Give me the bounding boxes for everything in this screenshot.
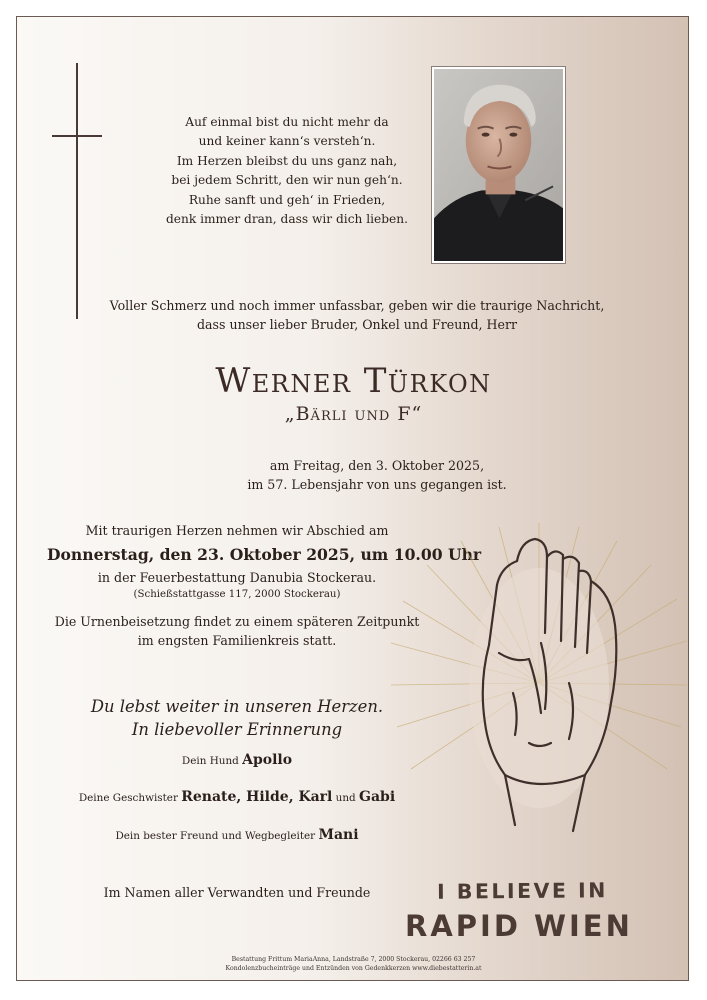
death-date: am Freitag, den 3. Oktober 2025,	[269, 458, 485, 473]
farewell-info	[47, 522, 482, 650]
motto-line: Du lebst weiter in unseren Herzen.	[90, 697, 384, 716]
footer-line: Kondolenzbucheinträge und Entzünden von Gedenkkerzen www.diebestatterin.at	[225, 965, 482, 972]
death-age: im 57. Lebensjahr von uns gegangen ist.	[247, 476, 507, 492]
mourner-name: Mani	[318, 827, 359, 843]
slogan-line1: I BELIEVE IN	[436, 878, 608, 904]
urn-info-line2: im engsten Familienkreis statt.	[137, 632, 337, 648]
poem	[137, 113, 437, 229]
cross-icon	[76, 63, 78, 319]
mourner-label: Dein Hund	[181, 755, 243, 767]
slogan-line2: RAPID WIEN	[405, 909, 633, 943]
farewell-date: Donnerstag, den 23. Oktober 2025, um 10.00 Uhr	[47, 544, 482, 564]
poem-line: Auf einmal bist du nicht mehr da	[185, 115, 389, 129]
mourner-siblings	[47, 789, 427, 805]
poem-line: Ruhe sanft und geh‘ in Frieden,	[188, 192, 386, 207]
poem-line: und keiner kann‘s versteh‘n.	[198, 134, 376, 149]
motto	[47, 695, 427, 741]
poem-line: Im Herzen bleibst du uns ganz nah,	[176, 153, 398, 168]
farewell-intro: Mit traurigen Herzen nehmen wir Abschied am	[85, 523, 389, 538]
deceased-name: Werner Türkon	[215, 361, 492, 401]
poem-line: denk immer dran, dass wir dich lieben.	[165, 212, 408, 227]
poem-line: bei jedem Schritt, den wir nun geh‘n.	[171, 173, 403, 188]
motto-line: In liebevoller Erinnerung	[131, 720, 343, 739]
announcement-line: dass unser lieber Bruder, Onkel und Freund, Herr	[196, 316, 518, 332]
praying-hands-icon	[389, 513, 689, 853]
announcement	[97, 297, 617, 334]
portrait-image	[434, 69, 563, 261]
portrait-photo	[431, 66, 566, 264]
mourner-name: Apollo	[242, 752, 293, 768]
farewell-location: in der Feuerbestattung Danubia Stockerau.	[97, 569, 377, 585]
death-info	[247, 457, 507, 494]
mourner-name: Gabi	[359, 789, 396, 805]
mourner-label: Dein bester Freund und Wegbegleiter	[115, 830, 319, 842]
cross-icon-bar	[52, 135, 102, 137]
mourner-dog	[47, 752, 427, 768]
mourner-name: Renate, Hilde, Karl	[181, 789, 333, 805]
footer-line: Bestattung Frittum MariaAnna, Landstraße 7, 2000 Stockerau, 02266 63 257	[231, 956, 476, 963]
mourner-label: Deine Geschwister	[78, 792, 182, 804]
obituary-card	[16, 16, 689, 981]
footer	[17, 955, 689, 973]
mourner-label: und	[332, 792, 360, 804]
announcement-line: Voller Schmerz und noch immer unfassbar, geben wir die traurige Nachricht,	[109, 298, 605, 313]
farewell-address: (Schießstattgasse 117, 2000 Stockerau)	[133, 589, 341, 600]
mourner-friend	[47, 827, 427, 843]
relatives-line: Im Namen aller Verwandten und Freunde	[103, 885, 371, 900]
deceased-nickname: „Bärli und F“	[284, 403, 423, 425]
urn-info-line1: Die Urnenbeisetzung findet zu einem späteren Zeitpunkt	[54, 614, 420, 629]
